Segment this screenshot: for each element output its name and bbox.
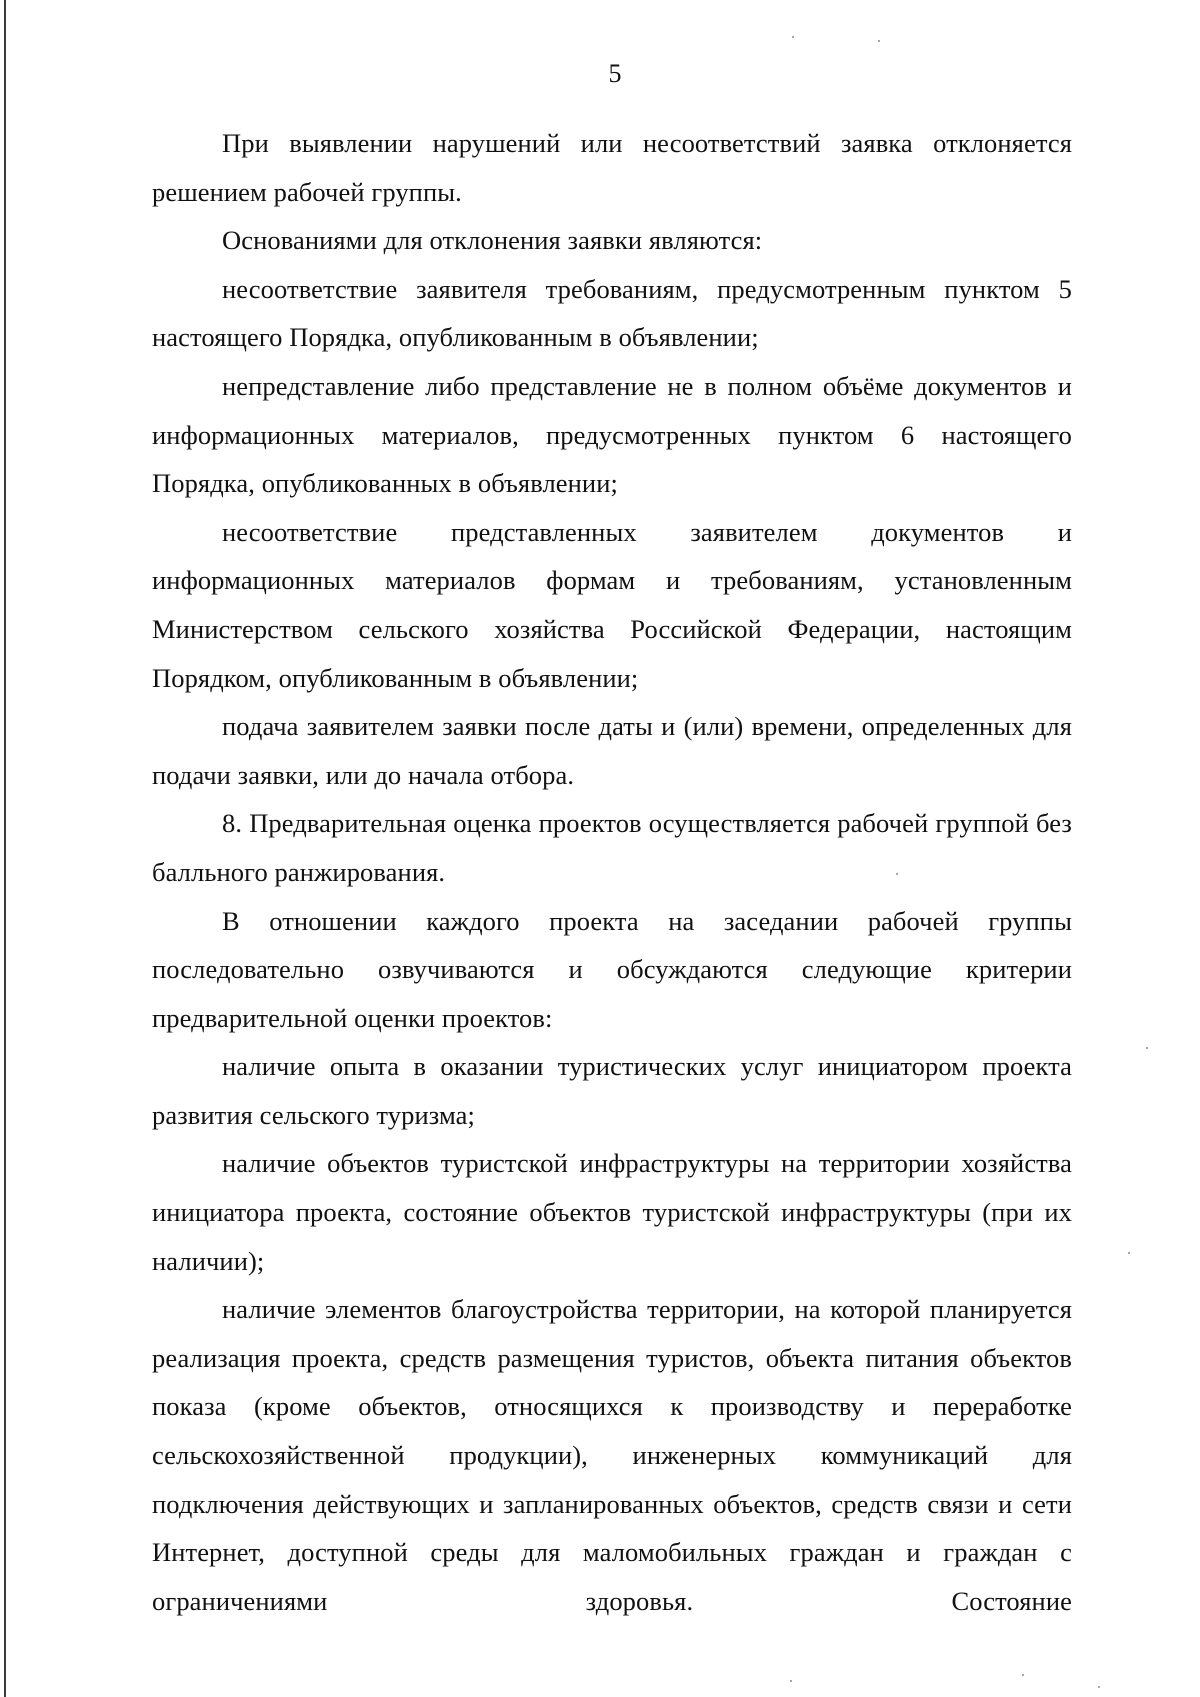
scan-speck — [878, 40, 880, 42]
page-left-edge — [4, 0, 6, 1697]
paragraph: наличие опыта в оказании туристических услуг инициатором проекта развития сельского туризма; — [152, 1051, 1072, 1130]
page-number: 5 — [608, 59, 622, 88]
paragraph: несоответствие заявителя требованиям, предусмотренным пунктом 5 настоящего Порядка, опубликованным в объявлении; — [152, 273, 1072, 353]
paragraph: наличие элементов благоустройства территории, на которой планируется реализация проекта, средств размещения туристов, объекта питания объектов показа (кроме объектов, относящихся к производству и переработке сельскохозяйственной продукции), инженерных коммуникаций для подключения действующих и запланированных объектов, средств связи и сети Интернет, доступной среды для маломобильных граждан и граждан с ограничениями здоровья. Состояние — [152, 1294, 1072, 1616]
paragraph: В отношении каждого проекта на заседании рабочей группы последовательно озвучиваются и обсуждаются следующие критерии предварительной оценки проектов: — [152, 905, 1072, 1033]
paragraph: подача заявителем заявки после даты и (или) времени, определенных для подачи заявки, или до начала отбора. — [152, 711, 1072, 790]
paragraph: несоответствие представленных заявителем документов и информационных материалов формам и требованиям, установленным Министерством сельского хозяйства Российской Федерации, настоящим Порядком, опубликованным в объявлении; — [152, 516, 1072, 693]
scan-speck — [1146, 1047, 1148, 1049]
scan-speck — [1098, 1686, 1100, 1688]
paragraph: 8. Предварительная оценка проектов осуществляется рабочей группой без балльного ранжирования. — [152, 808, 1072, 887]
paragraph: непредставление либо представление не в полном объёме документов и информационных материалов, предусмотренных пунктом 6 настоящего Порядка, опубликованных в объявлении; — [152, 370, 1072, 499]
document-body — [152, 119, 1072, 1625]
scan-speck — [1022, 1674, 1024, 1676]
scan-speck — [792, 36, 794, 38]
paragraph: При выявлении нарушений или несоответствий заявка отклоняется решением рабочей группы. — [152, 128, 1072, 207]
paragraph: наличие объектов туристской инфраструктуры на территории хозяйства инициатора проекта, состояние объектов туристской инфраструктуры (при их наличии); — [152, 1148, 1072, 1276]
scan-speck — [1128, 1252, 1130, 1254]
scan-speck — [790, 1680, 792, 1682]
paragraph: Основаниями для отклонения заявки являются: — [222, 225, 763, 256]
